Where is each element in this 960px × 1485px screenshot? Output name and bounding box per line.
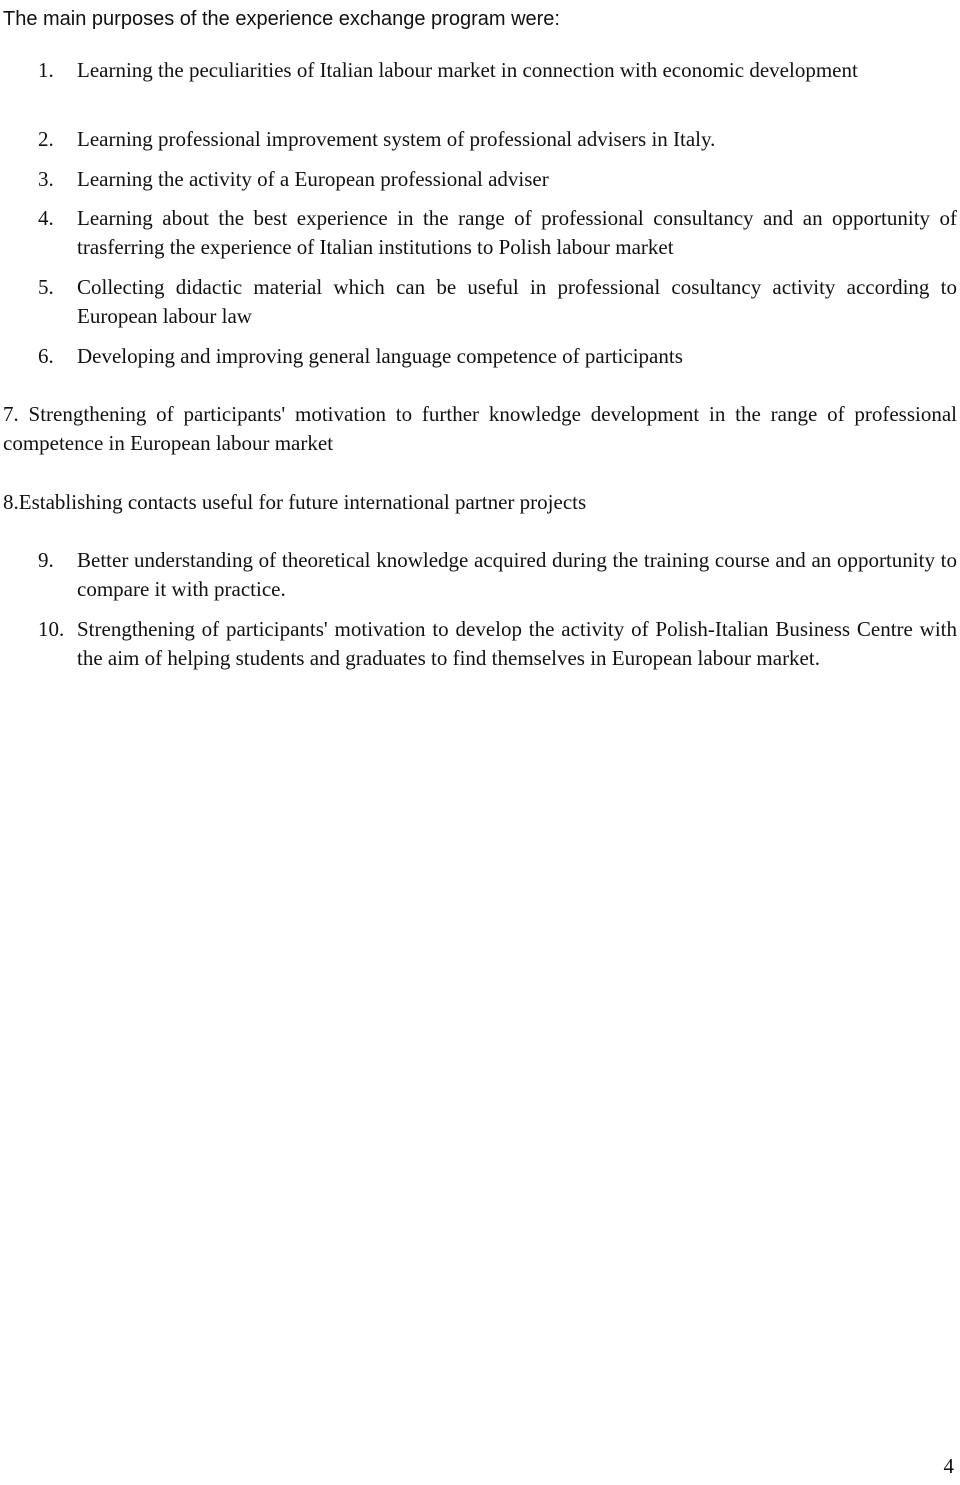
- list-text: Collecting didactic material which can be useful in professional cosultancy activity according to European labour law: [77, 275, 957, 328]
- list-number: 3.: [38, 167, 54, 191]
- list-text: Learning professional improvement system of professional advisers in Italy.: [77, 127, 716, 151]
- list-item-9: [38, 546, 957, 604]
- list-text: Learning the peculiarities of Italian labour market in connection with economic development: [77, 58, 858, 82]
- list-item-3: [38, 165, 957, 194]
- list-number: 9.: [38, 548, 54, 572]
- list-number: 1.: [38, 58, 54, 82]
- list-item-8: 8.Establishing contacts useful for future international partner projects: [3, 490, 587, 514]
- list-text: Strengthening of participants' motivation to develop the activity of Polish-Italian Business Centre with the aim of helping students and graduates to find themselves in European labour market.: [77, 617, 957, 670]
- intro-paragraph: The main purposes of the experience exchange program were:: [3, 8, 560, 30]
- list-item-1: [38, 56, 957, 85]
- list-item-4: [38, 204, 957, 262]
- list-item-5: [38, 273, 957, 331]
- list-item-7: 7. Strengthening of participants' motivation to further knowledge development in the range of professional competence in European labour market: [3, 402, 957, 455]
- list-number: 4.: [38, 206, 54, 230]
- list-number: 6.: [38, 344, 54, 368]
- list-number: 2.: [38, 127, 54, 151]
- list-item-6: [38, 342, 957, 371]
- list-number: 5.: [38, 275, 54, 299]
- list-text: Developing and improving general language competence of participants: [77, 344, 683, 368]
- list-item-2: [38, 125, 957, 154]
- list-text: Learning about the best experience in the range of professional consultancy and an opportunity of trasferring the experience of Italian institutions to Polish labour market: [77, 206, 957, 259]
- list-number: 10.: [38, 617, 65, 641]
- list-text: Learning the activity of a European professional adviser: [77, 167, 549, 191]
- page-number: 4: [943, 1454, 954, 1478]
- list-item-10: [38, 615, 957, 673]
- list-text: Better understanding of theoretical knowledge acquired during the training course and an opportunity to compare it with practice.: [77, 548, 957, 601]
